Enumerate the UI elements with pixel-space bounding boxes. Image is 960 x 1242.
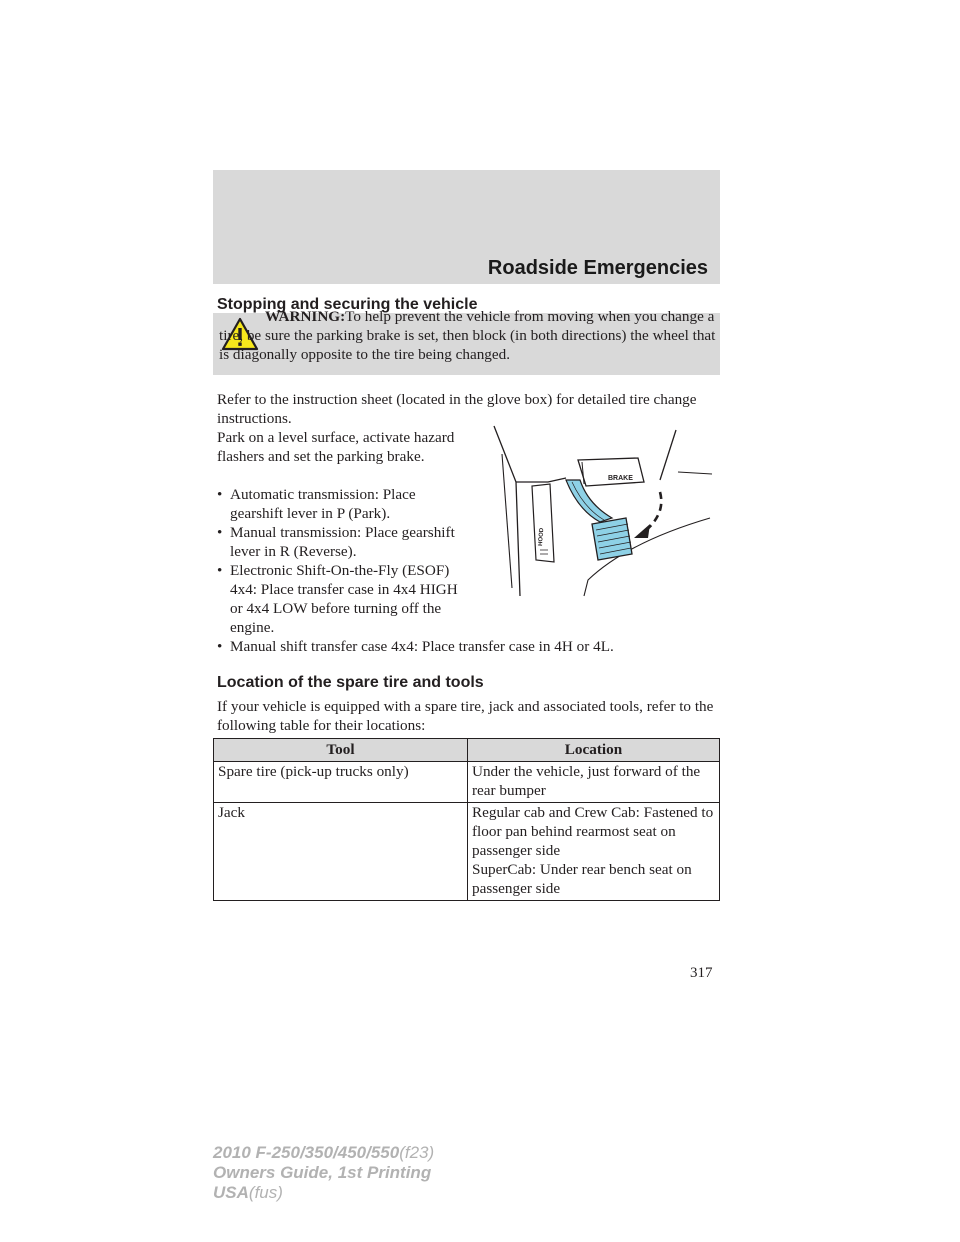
warning-box bbox=[213, 308, 720, 375]
heading-spare-location: Location of the spare tire and tools bbox=[217, 674, 484, 691]
bullet-dot: • bbox=[217, 524, 223, 541]
bullet-dot: • bbox=[217, 638, 223, 655]
bullet-text: Electronic Shift-On-the-Fly (ESOF) 4x4: Place transfer case in 4x4 HIGH or 4x4 LOW before turning off the engine. bbox=[230, 562, 458, 636]
column-header-location: Location bbox=[468, 739, 720, 762]
cell-location bbox=[468, 803, 720, 901]
heading-stopping: Stopping and securing the vehicle bbox=[217, 296, 478, 313]
paragraph-instructions: Refer to the instruction sheet (located in the glove box) for detailed tire change instructions. bbox=[217, 391, 697, 427]
location-line: Regular cab and Crew Cab: Fastened to floor pan behind rearmost seat on passenger side bbox=[472, 804, 714, 859]
cell-location bbox=[468, 762, 720, 803]
bullet-text: Manual shift transfer case 4x4: Place transfer case in 4H or 4L. bbox=[230, 638, 614, 655]
list-item bbox=[217, 523, 467, 561]
column-header-tool: Tool bbox=[214, 739, 468, 762]
parking-brake-illustration bbox=[488, 420, 716, 602]
footer-model: 2010 F-250/350/450/550 bbox=[213, 1143, 400, 1162]
table-row bbox=[214, 762, 720, 803]
page-number: 317 bbox=[690, 965, 713, 981]
location-line: Under the vehicle, just forward of the rear bumper bbox=[472, 763, 701, 799]
bullet-text: Automatic transmission: Place gearshift lever in P (Park). bbox=[230, 486, 416, 522]
footer-line-3 bbox=[213, 1183, 434, 1203]
document-footer bbox=[213, 1143, 434, 1203]
section-title: Roadside Emergencies bbox=[487, 257, 708, 279]
section-header bbox=[213, 170, 720, 284]
warning-text bbox=[219, 307, 717, 364]
footer-line-1 bbox=[213, 1143, 434, 1163]
paragraph-spare-intro: If your vehicle is equipped with a spare tire, jack and associated tools, refer to the following table for their locations: bbox=[217, 698, 714, 734]
list-item bbox=[217, 561, 467, 637]
bullet-text: Manual transmission: Place gearshift lever in R (Reverse). bbox=[230, 524, 455, 560]
table-row bbox=[214, 803, 720, 901]
cell-tool: Jack bbox=[214, 803, 468, 901]
bullet-dot: • bbox=[217, 486, 223, 503]
warning-body: To help prevent the vehicle from moving when you change a tire, be sure the parking brake is set, then block (in both directions) the wheel that is diagonally opposite to the tire being changed. bbox=[219, 308, 716, 363]
bullet-dot: • bbox=[217, 562, 223, 579]
location-line: SuperCab: Under rear bench seat on passenger side bbox=[472, 861, 692, 897]
footer-market: USA bbox=[213, 1183, 249, 1202]
footer-model-code: (f23) bbox=[399, 1143, 435, 1162]
cell-tool: Spare tire (pick-up trucks only) bbox=[214, 762, 468, 803]
paragraph-park: Park on a level surface, activate hazard flashers and set the parking brake. bbox=[217, 429, 455, 465]
footer-market-code: (fus) bbox=[248, 1183, 283, 1202]
list-item bbox=[217, 485, 467, 523]
footer-line-2: Owners Guide, 1st Printing bbox=[213, 1163, 432, 1182]
hood-label: HOOD bbox=[538, 527, 546, 547]
brake-label: BRAKE bbox=[608, 475, 633, 482]
warning-label: WARNING: bbox=[265, 308, 346, 325]
table-header-row bbox=[214, 739, 720, 762]
tools-table bbox=[213, 738, 720, 901]
list-item bbox=[217, 637, 720, 656]
